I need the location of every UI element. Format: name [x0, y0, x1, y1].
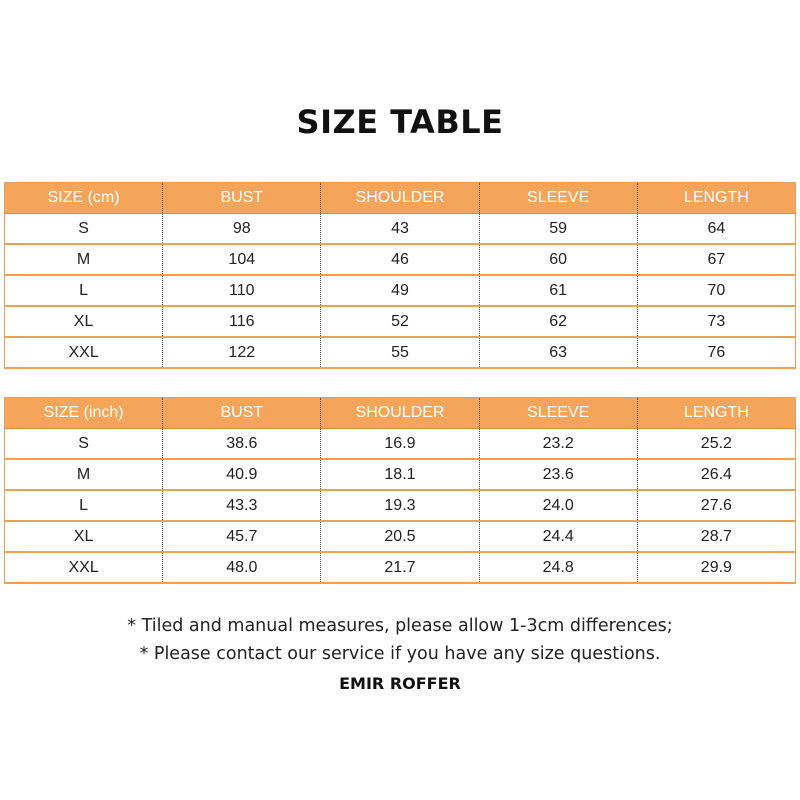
table-row — [5, 244, 796, 275]
page-title: SIZE TABLE — [296, 103, 504, 141]
table-cell: 73 — [637, 306, 795, 337]
column-header-size: SIZE (inch) — [5, 398, 163, 429]
table-cell: 21.7 — [321, 552, 479, 583]
column-header-length: LENGTH — [637, 398, 795, 429]
table-cell: 23.6 — [479, 459, 637, 490]
table-cell: 43 — [321, 214, 479, 245]
table-cell: 61 — [479, 275, 637, 306]
table-cell: 76 — [637, 337, 795, 368]
table-cell: 59 — [479, 214, 637, 245]
table-cell: 63 — [479, 337, 637, 368]
table-cell: 16.9 — [321, 429, 479, 460]
size-table-cm — [4, 182, 796, 369]
table-cell: 38.6 — [163, 429, 321, 460]
table-header-row — [5, 183, 796, 214]
table-row — [5, 459, 796, 490]
table-cell: 48.0 — [163, 552, 321, 583]
column-header-length: LENGTH — [637, 183, 795, 214]
table-cell: XXL — [5, 337, 163, 368]
table-cell: 55 — [321, 337, 479, 368]
table-row — [5, 490, 796, 521]
table-cell: 104 — [163, 244, 321, 275]
brand-name: EMIR ROFFER — [339, 674, 461, 693]
table-cell: 122 — [163, 337, 321, 368]
column-header-bust: BUST — [163, 398, 321, 429]
table-cell: 26.4 — [637, 459, 795, 490]
table-cell: XXL — [5, 552, 163, 583]
table-cell: 24.4 — [479, 521, 637, 552]
table-cell: 24.0 — [479, 490, 637, 521]
table-cell: 46 — [321, 244, 479, 275]
table-row — [5, 521, 796, 552]
column-header-sleeve: SLEEVE — [479, 398, 637, 429]
table-cell: L — [5, 490, 163, 521]
table-cell: 28.7 — [637, 521, 795, 552]
table-cell: S — [5, 214, 163, 245]
table-header-row — [5, 398, 796, 429]
table-cell: 29.9 — [637, 552, 795, 583]
column-header-sleeve: SLEEVE — [479, 183, 637, 214]
table-cell: L — [5, 275, 163, 306]
table-cell: XL — [5, 306, 163, 337]
table-row — [5, 275, 796, 306]
table-row — [5, 552, 796, 583]
column-header-shoulder: SHOULDER — [321, 183, 479, 214]
table-cell: 19.3 — [321, 490, 479, 521]
table-cell: M — [5, 459, 163, 490]
table-cell: 116 — [163, 306, 321, 337]
table-cell: 67 — [637, 244, 795, 275]
table-row — [5, 306, 796, 337]
table-cell: 25.2 — [637, 429, 795, 460]
table-cell: XL — [5, 521, 163, 552]
table-row — [5, 214, 796, 245]
table-cell: 49 — [321, 275, 479, 306]
table-cell: 62 — [479, 306, 637, 337]
table-cell: 64 — [637, 214, 795, 245]
table-cell: 24.8 — [479, 552, 637, 583]
table-cell: 23.2 — [479, 429, 637, 460]
table-cell: M — [5, 244, 163, 275]
table-cell: 98 — [163, 214, 321, 245]
table-cell: 18.1 — [321, 459, 479, 490]
table-cell: 70 — [637, 275, 795, 306]
contact-note: * Please contact our service if you have any size questions. — [139, 644, 661, 664]
column-header-bust: BUST — [163, 183, 321, 214]
column-header-shoulder: SHOULDER — [321, 398, 479, 429]
measurement-note: * Tiled and manual measures, please allow 1-3cm differences; — [127, 616, 673, 636]
size-table-inch — [4, 397, 796, 584]
column-header-size: SIZE (cm) — [5, 183, 163, 214]
table-cell: 60 — [479, 244, 637, 275]
table-cell: 43.3 — [163, 490, 321, 521]
table-row — [5, 337, 796, 368]
table-cell: 52 — [321, 306, 479, 337]
table-cell: 20.5 — [321, 521, 479, 552]
table-cell: 40.9 — [163, 459, 321, 490]
table-row — [5, 429, 796, 460]
table-cell: 45.7 — [163, 521, 321, 552]
table-cell: S — [5, 429, 163, 460]
table-cell: 110 — [163, 275, 321, 306]
table-cell: 27.6 — [637, 490, 795, 521]
